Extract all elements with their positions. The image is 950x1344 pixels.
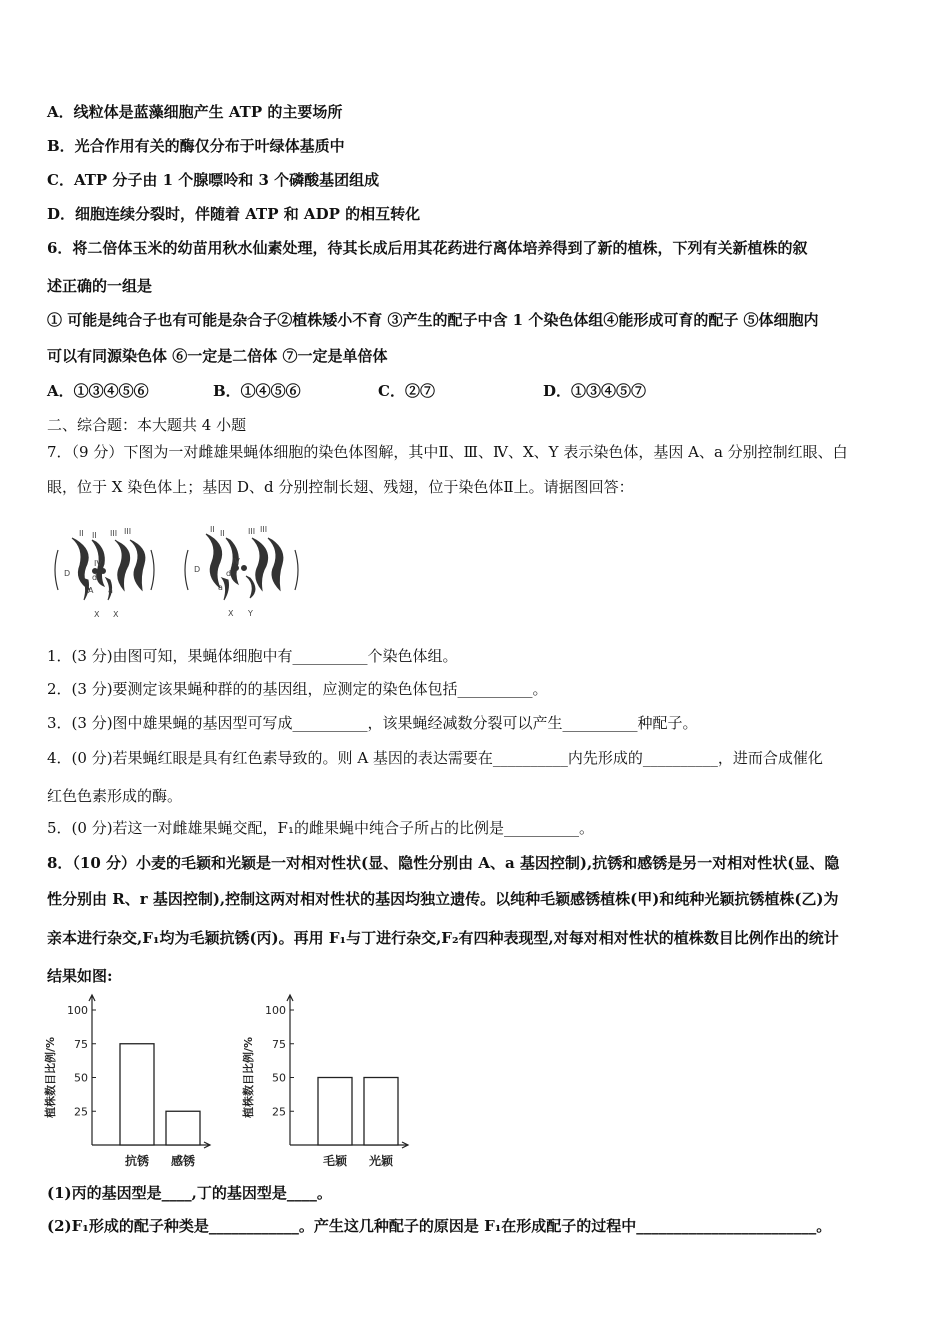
female-label-x2: X xyxy=(113,610,119,619)
female-label-iii: III xyxy=(110,529,118,538)
q7-sub5: 5．(0 分)若这一对雌雄果蝇交配，F₁的雌果蝇中纯合子所占的比例是__________。 xyxy=(47,819,594,837)
q6-stem-line1: 6．将二倍体玉米的幼苗用秋水仙素处理，待其长成后用其花药进行离体培养得到了新的植株，下列有关新植株的叙 xyxy=(47,239,808,257)
q6-option-d: D．①③④⑤⑦ xyxy=(543,382,647,400)
y-axis-label: 植株数目比例/% xyxy=(44,1036,57,1119)
female-label-d-upper: D xyxy=(64,569,71,578)
chromosome-iii-1 xyxy=(115,540,130,590)
chromosome-ii-1 xyxy=(206,534,222,588)
q7-stem-line1: 7．（9 分）下图为一对雌雄果蝇体细胞的染色体图解，其中Ⅱ、Ⅲ、Ⅳ、X、Y 表示染色体，基因 A、a 分别控制红眼、白 xyxy=(47,443,848,461)
male-label-y: Y xyxy=(248,609,253,618)
chromosome-iv-2 xyxy=(242,566,247,571)
chromosome-figure xyxy=(50,520,310,622)
q6-option-a: A．①③④⑤⑥ xyxy=(47,382,149,400)
female-label-a-upper: A xyxy=(88,586,94,595)
chromosome-y xyxy=(246,576,255,598)
bar xyxy=(166,1111,200,1145)
male-label-ii-b: II xyxy=(220,529,225,538)
chromosome-iii-2 xyxy=(268,538,283,590)
female-label-x1: X xyxy=(94,610,100,619)
q8-stem-line1: 8．（10 分）小麦的毛颖和光颖是一对相对性状(显、隐性分别由 A、a 基因控制),抗锈和感锈是另一对相对性状(显、隐 xyxy=(47,854,840,872)
category-label: 抗锈 xyxy=(124,1154,150,1168)
y-tick-label: 25 xyxy=(272,1105,286,1119)
q8-stem-line3: 亲本进行杂交,F₁均为毛颖抗锈(丙)。再用 F₁与丁进行杂交,F₂有四种表现型,对每对相对性状的植株数目比例作出的统计 xyxy=(47,929,839,947)
rust-resistance-chart xyxy=(43,995,210,1168)
female-label-d-lower: d xyxy=(92,573,98,582)
chromosome-x xyxy=(222,578,229,600)
q5-option-d: D．细胞连续分裂时，伴随着 ATP 和 ADP 的相互转化 xyxy=(47,205,421,223)
male-label-iii: III xyxy=(248,527,256,536)
q7-sub1: 1．(3 分)由图可知，果蝇体细胞中有__________个染色体组。 xyxy=(47,647,458,665)
female-label-iv: IV xyxy=(94,559,102,568)
y-tick-label: 50 xyxy=(272,1071,286,1085)
female-label-a-lower: a xyxy=(108,586,113,595)
category-label: 毛颖 xyxy=(322,1154,348,1168)
q8-sub2: (2)F₁形成的配子种类是____________。产生这几种配子的原因是 F₁在形成配子的过程中________________________。 xyxy=(47,1217,832,1235)
chromosome-iii-1 xyxy=(252,538,268,590)
male-label-d-lower: d xyxy=(226,569,232,578)
male-label-iii-b: III xyxy=(260,525,268,534)
y-tick-label: 50 xyxy=(74,1071,88,1085)
q5-option-b: B．光合作用有关的酶仅分布于叶绿体基质中 xyxy=(47,137,345,155)
female-label-ii-b: II xyxy=(92,531,97,540)
q8-stem-line4: 结果如图: xyxy=(47,967,113,985)
male-label-ii: II xyxy=(210,525,215,534)
y-tick-label: 100 xyxy=(67,1004,88,1017)
male-label-iv: IV xyxy=(232,557,240,566)
q5-option-c: C．ATP 分子由 1 个腺嘌呤和 3 个磷酸基团组成 xyxy=(47,171,380,189)
chromosome-iv-2 xyxy=(101,569,106,574)
q8-stem-line2: 性分别由 R、r 基因控制),控制这两对相对性状的基因均独立遗传。以纯种毛颖感锈植株(甲)和纯种光颖抗锈植株(乙)为 xyxy=(47,890,839,908)
female-label-ii: II xyxy=(79,529,84,538)
category-label: 感锈 xyxy=(170,1154,196,1168)
female-label-iii-b: III xyxy=(124,527,132,536)
q6-stem-line2: 述正确的一组是 xyxy=(47,277,153,295)
chromosome-iii-2 xyxy=(130,540,145,590)
male-label-a: a xyxy=(218,583,223,592)
bar xyxy=(364,1078,398,1146)
q6-items-line2: 可以有同源染色体 ⑥一定是二倍体 ⑦一定是单倍体 xyxy=(47,347,388,365)
q6-option-b: B．①④⑤⑥ xyxy=(213,382,301,400)
q6-option-c: C．②⑦ xyxy=(378,382,435,400)
q8-sub1: (1)丙的基因型是____,丁的基因型是____。 xyxy=(47,1184,332,1202)
q7-sub4-line1: 4．(0 分)若果蝇红眼是具有红色素导致的。则 A 基因的表达需要在__________内先形成的__________，进而合成催化 xyxy=(47,749,823,767)
q5-option-a: A．线粒体是蓝藻细胞产生 ATP 的主要场所 xyxy=(47,103,343,121)
glume-hair-chart xyxy=(241,995,408,1168)
y-tick-label: 25 xyxy=(74,1105,88,1119)
q7-sub2: 2．(3 分)要测定该果蝇种群的的基因组，应测定的染色体包括__________。 xyxy=(47,680,548,698)
q7-sub4-line2: 红色色素形成的酶。 xyxy=(47,787,183,805)
male-chromosome-set xyxy=(185,534,298,600)
y-tick-label: 75 xyxy=(74,1037,88,1051)
section-2-title: 二、综合题：本大题共 4 小题 xyxy=(47,416,247,434)
y-tick-label: 100 xyxy=(265,1004,286,1017)
male-label-d-upper: D xyxy=(194,565,201,574)
bar xyxy=(120,1044,154,1145)
q7-stem-line2: 眼，位于 X 染色体上；基因 D、d 分别控制长翅、残翅，位于染色体Ⅱ上。请据图回答： xyxy=(47,478,634,496)
y-axis-label: 植株数目比例/% xyxy=(242,1036,255,1119)
q6-items-line1: ① 可能是纯合子也有可能是杂合子②植株矮小不育 ③产生的配子中含 1 个染色体组④能形成可育的配子 ⑤体细胞内 xyxy=(47,311,819,329)
q7-sub3: 3．(3 分)图中雄果蝇的基因型可写成__________，该果蝇经减数分裂可以产生__________种配子。 xyxy=(47,714,698,732)
male-label-x: X xyxy=(228,609,234,618)
y-tick-label: 75 xyxy=(272,1037,286,1051)
category-label: 光颖 xyxy=(368,1154,394,1168)
bar xyxy=(318,1078,352,1146)
chromosome-iv-1 xyxy=(234,566,239,571)
q8-bar-charts xyxy=(42,992,432,1174)
